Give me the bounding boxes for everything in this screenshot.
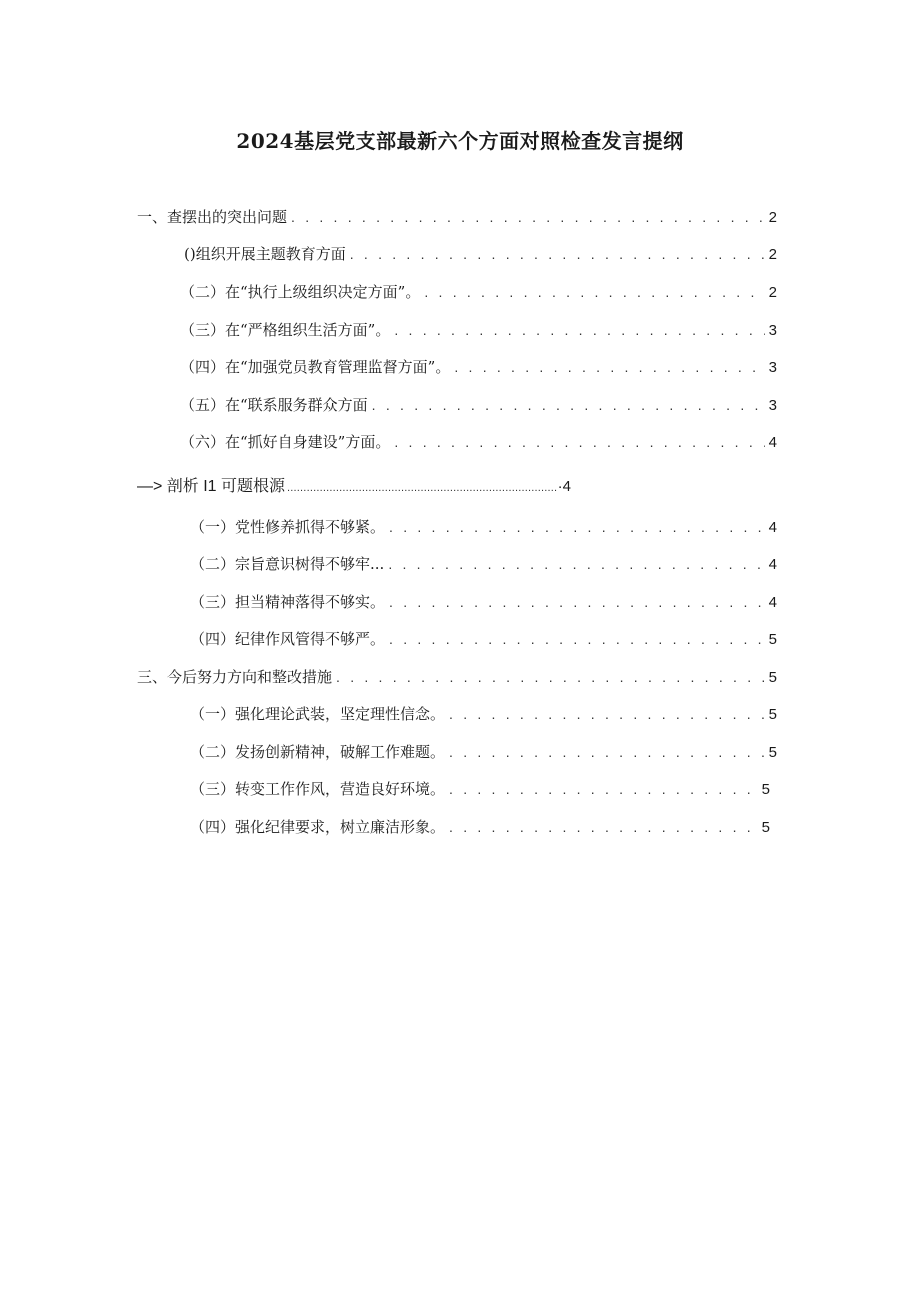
toc-entry-3-3[interactable] xyxy=(190,778,770,800)
toc-page-number: 4 xyxy=(768,594,777,611)
toc-page-number: 2 xyxy=(768,209,777,226)
toc-page-number: 4 xyxy=(768,519,777,536)
toc-entry-1-6[interactable] xyxy=(180,431,777,453)
toc-entry-label: ()组织开展主题教育方面 xyxy=(184,245,346,263)
toc-dot-leader xyxy=(449,778,758,800)
toc-dot-leader xyxy=(389,591,765,613)
toc-entry-1-3[interactable] xyxy=(180,319,777,341)
toc-dot-leader xyxy=(394,319,764,341)
toc-dot-leader xyxy=(287,477,558,499)
toc-entry-3-2[interactable] xyxy=(190,741,777,763)
toc-page-number: 3 xyxy=(768,359,777,376)
toc-page-number: 5 xyxy=(768,631,777,648)
toc-dot-leader xyxy=(389,516,765,538)
toc-page-number: 5 xyxy=(768,744,777,761)
toc-entry-2-4[interactable] xyxy=(190,628,777,650)
toc-entry-label: （一）强化理论武装，坚定理性信念。 xyxy=(190,705,446,723)
toc-dot-leader xyxy=(454,356,764,378)
toc-entry-label: （四）强化纪律要求，树立廉洁形象。 xyxy=(190,818,446,836)
toc-page-number: 3 xyxy=(768,397,777,414)
toc-entry-label: （三）转变工作作风，营造良好环境。 xyxy=(190,780,446,798)
toc-entry-label: —> 剖析 I1 可题根源 xyxy=(137,478,286,495)
toc-dot-leader xyxy=(424,281,764,303)
toc-entry-3-4[interactable] xyxy=(190,816,770,838)
toc-page-number: 4 xyxy=(768,434,777,451)
toc-entry-1-2[interactable] xyxy=(180,281,777,303)
toc-dot-leader xyxy=(350,243,765,265)
toc-dot-leader xyxy=(394,431,764,453)
toc-entry-label: （四）纪律作风管得不够严。 xyxy=(190,630,386,648)
toc-page-number: 5 xyxy=(761,819,770,836)
toc-entry-label: （一）党性修养抓得不够紧。 xyxy=(190,518,386,536)
toc-entry-label: （三）在“严格组织生活方面”。 xyxy=(180,321,391,339)
toc-entry-2-3[interactable] xyxy=(190,591,777,613)
toc-page-number: 3 xyxy=(768,322,777,339)
toc-page-number: 2 xyxy=(768,284,777,301)
toc-page-number: 5 xyxy=(768,706,777,723)
toc-entry-2-2[interactable] xyxy=(190,553,777,575)
toc-dot-leader xyxy=(389,628,765,650)
toc-dot-leader xyxy=(449,816,758,838)
toc-entry-label: 一、查摆出的突出问题 xyxy=(137,208,288,226)
toc-entry-1-1[interactable] xyxy=(184,243,777,265)
toc-dot-leader xyxy=(291,206,765,228)
document-title: 2024基层党支部最新六个方面对照检查发言提纲 xyxy=(236,129,684,153)
toc-page-number: 5 xyxy=(768,669,777,686)
toc-entry-label: （二）宗旨意识树得不够牢... xyxy=(190,555,385,573)
toc-dot-leader xyxy=(388,553,764,575)
toc-entry-1-5[interactable] xyxy=(180,394,777,416)
toc-entry-2-1[interactable] xyxy=(190,516,777,538)
toc-dot-leader xyxy=(449,741,765,763)
toc-page-number: 5 xyxy=(761,781,770,798)
toc-entry-label: （四）在“加强党员教育管理监督方面”。 xyxy=(180,358,451,376)
toc-entry-label: （五）在“联系服务群众方面 xyxy=(180,396,368,414)
toc-entry-section-3[interactable] xyxy=(137,666,777,688)
toc-page-number: ·4 xyxy=(557,478,571,495)
toc-entry-label: （二）在“执行上级组织决定方面”。 xyxy=(180,283,421,301)
toc-page-number: 4 xyxy=(768,556,777,573)
toc-entry-section-1[interactable] xyxy=(137,206,777,228)
toc-entry-label: 三、今后努力方向和整改措施 xyxy=(137,668,333,686)
toc-dot-leader xyxy=(336,666,765,688)
toc-entry-label: （六）在“抓好自身建设”方面。 xyxy=(180,433,391,451)
toc-entry-label: （二）发扬创新精神，破解工作难题。 xyxy=(190,743,446,761)
toc-dot-leader xyxy=(372,394,765,416)
toc-page-number: 2 xyxy=(768,246,777,263)
toc-entry-3-1[interactable] xyxy=(190,703,777,725)
toc-entry-section-2[interactable] xyxy=(137,476,571,498)
toc-entry-label: （三）担当精神落得不够实。 xyxy=(190,593,386,611)
toc-dot-leader xyxy=(449,703,765,725)
toc-entry-1-4[interactable] xyxy=(180,356,777,378)
